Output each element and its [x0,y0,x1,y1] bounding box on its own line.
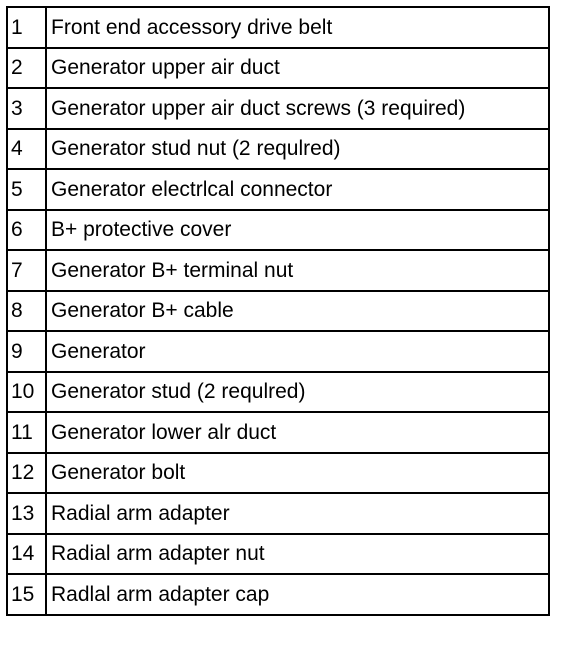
item-description: Generator B+ cable [46,291,549,332]
item-number: 7 [7,250,46,291]
item-number: 8 [7,291,46,332]
item-number: 10 [7,372,46,413]
table-row [7,129,549,170]
item-number: 14 [7,534,46,575]
item-number: 3 [7,88,46,129]
item-description: Radial arm adapter [46,493,549,534]
table-row [7,291,549,332]
table-row [7,169,549,210]
table-row [7,372,549,413]
item-description: Front end accessory drive belt [46,7,549,48]
table-row [7,48,549,89]
table-row [7,574,549,615]
item-description: Radial arm adapter nut [46,534,549,575]
item-number: 12 [7,453,46,494]
table-row [7,331,549,372]
item-description: Generator stud nut (2 requlred) [46,129,549,170]
item-number: 4 [7,129,46,170]
item-description: Radlal arm adapter cap [46,574,549,615]
item-number: 2 [7,48,46,89]
table-row [7,453,549,494]
parts-legend-table [6,6,550,616]
item-description: Generator [46,331,549,372]
table-row [7,534,549,575]
item-description: B+ protective cover [46,210,549,251]
item-description: Generator stud (2 requlred) [46,372,549,413]
item-description: Generator bolt [46,453,549,494]
item-number: 1 [7,7,46,48]
table-row [7,250,549,291]
item-number: 6 [7,210,46,251]
item-description: Generator B+ terminal nut [46,250,549,291]
table-row [7,210,549,251]
item-number: 15 [7,574,46,615]
item-description: Generator upper air duct screws (3 required) [46,88,549,129]
table-row [7,7,549,48]
item-number: 5 [7,169,46,210]
table-row [7,493,549,534]
table-row [7,88,549,129]
item-description: Generator lower alr duct [46,412,549,453]
item-number: 9 [7,331,46,372]
table-row [7,412,549,453]
item-description: Generator electrlcal connector [46,169,549,210]
item-number: 13 [7,493,46,534]
item-number: 11 [7,412,46,453]
item-description: Generator upper air duct [46,48,549,89]
